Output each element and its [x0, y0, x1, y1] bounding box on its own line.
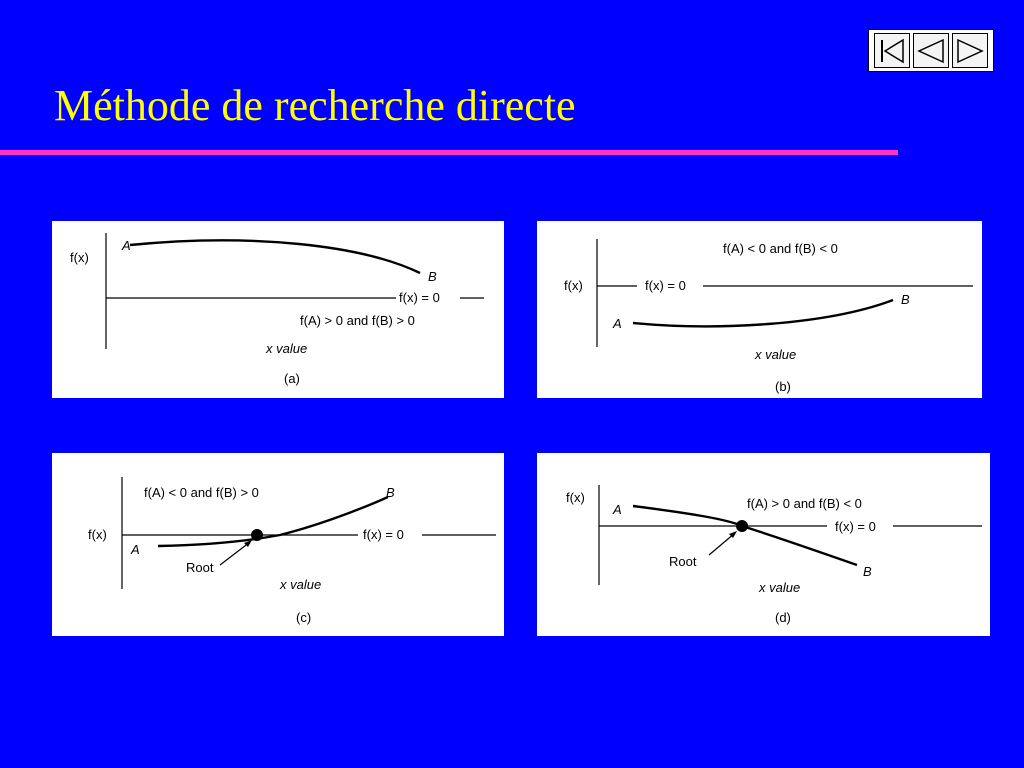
panel-c-point-B: B [386, 485, 395, 500]
panel-d-root-point [736, 520, 748, 532]
previous-triangle-icon [916, 37, 946, 65]
panel-d-condition: f(A) > 0 and f(B) < 0 [747, 496, 862, 511]
panel-c-root-pointer [220, 542, 250, 565]
panel-c-x-label: x value [280, 577, 322, 592]
panel-a-curve [130, 240, 420, 273]
panel-c-caption: (c) [296, 610, 312, 625]
panel-d-caption: (d) [775, 610, 791, 625]
panel-b-fx-label: f(x) [564, 278, 583, 293]
panel-d-point-B: B [863, 564, 872, 579]
panel-a-fx-label: f(x) [70, 250, 89, 265]
panel-d-fx-label: f(x) [566, 490, 585, 505]
title-underline [0, 150, 898, 155]
panel-a-zero-label: f(x) = 0 [399, 290, 440, 305]
panel-a-x-label: x value [266, 341, 308, 356]
panel-a-condition: f(A) > 0 and f(B) > 0 [300, 313, 415, 328]
next-triangle-icon [955, 37, 985, 65]
panel-a-point-A: A [122, 238, 131, 253]
panel-b-curve [633, 300, 893, 326]
panel-b-point-B: B [901, 292, 910, 307]
panel-b [537, 221, 982, 398]
panel-c-root-point [251, 529, 263, 541]
panel-d [537, 453, 990, 636]
panel-b-point-A: A [613, 316, 622, 331]
panel-a-point-B: B [428, 269, 437, 284]
panel-d-curve [633, 506, 857, 565]
panel-c [52, 453, 504, 636]
panel-b-caption: (b) [775, 379, 791, 394]
panel-d-point-A: A [613, 502, 622, 517]
slide-title: Méthode de recherche directe [54, 81, 576, 130]
next-slide-button[interactable] [952, 33, 988, 68]
panel-c-curve [158, 497, 388, 546]
panel-c-root-label: Root [186, 560, 214, 575]
panel-b-condition: f(A) < 0 and f(B) < 0 [723, 241, 838, 256]
panel-a [52, 221, 504, 398]
previous-slide-button[interactable] [913, 33, 949, 68]
skip-to-first-icon [877, 37, 907, 65]
panel-d-root-label: Root [669, 554, 697, 569]
panel-c-point-A: A [131, 542, 140, 557]
panel-d-root-pointer [709, 533, 735, 555]
panel-b-x-label: x value [755, 347, 797, 362]
first-slide-button[interactable] [874, 33, 910, 68]
slide-navigation [868, 29, 994, 72]
panel-c-zero-label: f(x) = 0 [363, 527, 404, 542]
panel-c-condition: f(A) < 0 and f(B) > 0 [144, 485, 259, 500]
panel-d-x-label: x value [759, 580, 801, 595]
panel-b-zero-label: f(x) = 0 [645, 278, 686, 293]
panel-c-fx-label: f(x) [88, 527, 107, 542]
panel-d-zero-label: f(x) = 0 [835, 519, 876, 534]
panel-a-caption: (a) [284, 371, 300, 386]
